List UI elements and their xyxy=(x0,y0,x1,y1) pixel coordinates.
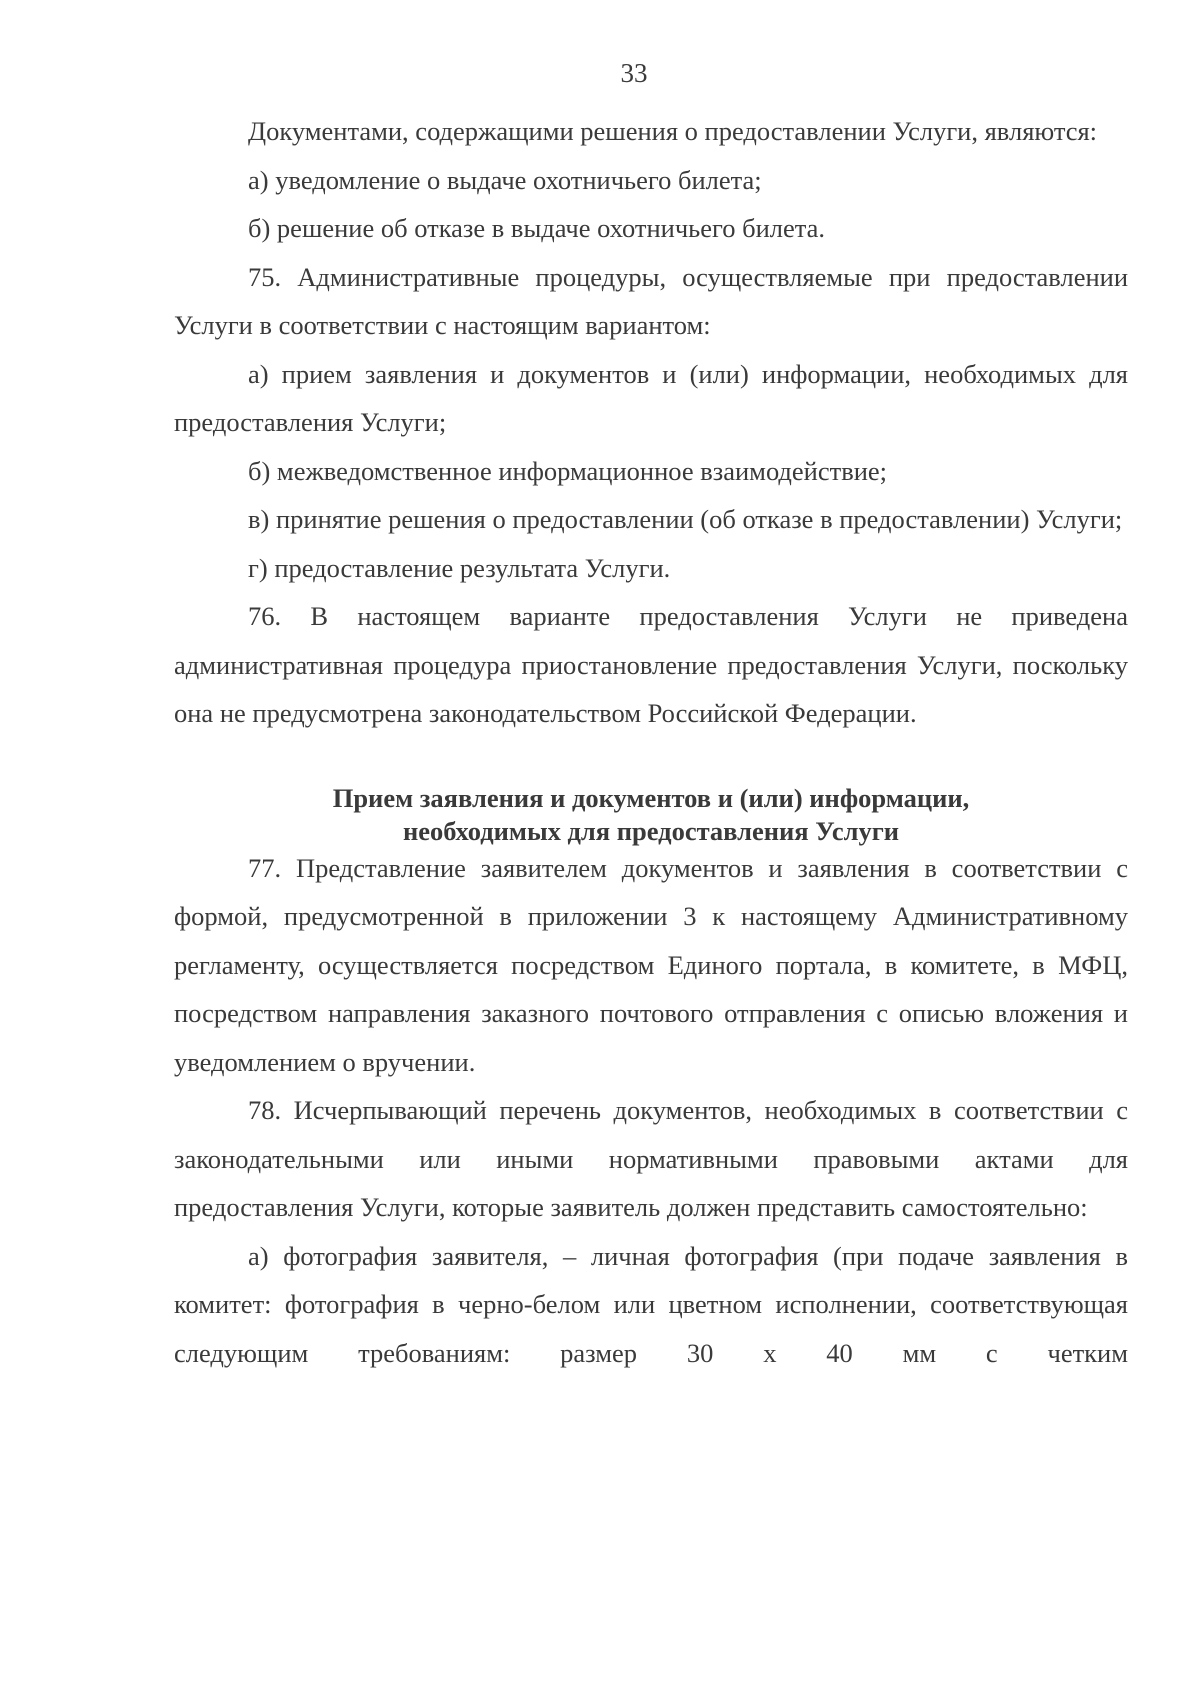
paragraph-75-a: а) прием заявления и документов и (или) информации, необходимых для предоставления Услуги; xyxy=(174,358,1128,437)
paragraph-item-a-notice: а) уведомление о выдаче охотничьего билета; xyxy=(248,164,762,195)
section-heading-line-1: Прием заявления и документов и (или) информации, xyxy=(332,782,970,813)
paragraph-78: 78. Исчерпывающий перечень документов, необходимых в соответствии с законодательными или иными нормативными правовыми актами для предоставления Услуги, которые заявитель должен представить самостоятельно: xyxy=(174,1095,1128,1222)
paragraph-75-g: г) предоставление результата Услуги. xyxy=(248,552,671,583)
paragraph-76: 76. В настоящем варианте предоставления Услуги не приведена административная процедура приостановление предоставления Услуги, поскольку она не предусмотрена законодательством Российской Федерации. xyxy=(174,601,1128,728)
paragraph-77: 77. Представление заявителем документов и заявления в соответствии с формой, предусмотренной в приложении 3 к настоящему Административному регламенту, осуществляется посредством Единого портала, в комитете, в МФЦ, посредством направления заказного почтового отправления с описью вложения и уведомлением о вручении. xyxy=(174,852,1128,1077)
paragraph-78-a: а) фотография заявителя, – личная фотография (при подаче заявления в комитет: фотография в черно-белом или цветном исполнении, соответствующая следующим требованиям: размер 30 х 40 мм с четким xyxy=(174,1240,1128,1368)
section-heading xyxy=(174,782,1128,848)
paragraph-75-b: б) межведомственное информационное взаимодействие; xyxy=(248,455,888,486)
document-body xyxy=(174,107,1128,1377)
page-number: 33 xyxy=(620,58,648,88)
paragraph-75: 75. Административные процедуры, осуществляемые при предоставлении Услуги в соответствии с настоящим вариантом: xyxy=(174,261,1128,340)
paragraph-75-v: в) принятие решения о предоставлении (об отказе в предоставлении) Услуги; xyxy=(248,504,1123,534)
paragraph-item-b-refusal: б) решение об отказе в выдаче охотничьего билета. xyxy=(248,213,826,243)
paragraph-results-intro: Документами, содержащими решения о предоставлении Услуги, являются: xyxy=(248,116,1098,146)
section-heading-line-2: необходимых для предоставления Услуги xyxy=(402,815,900,846)
